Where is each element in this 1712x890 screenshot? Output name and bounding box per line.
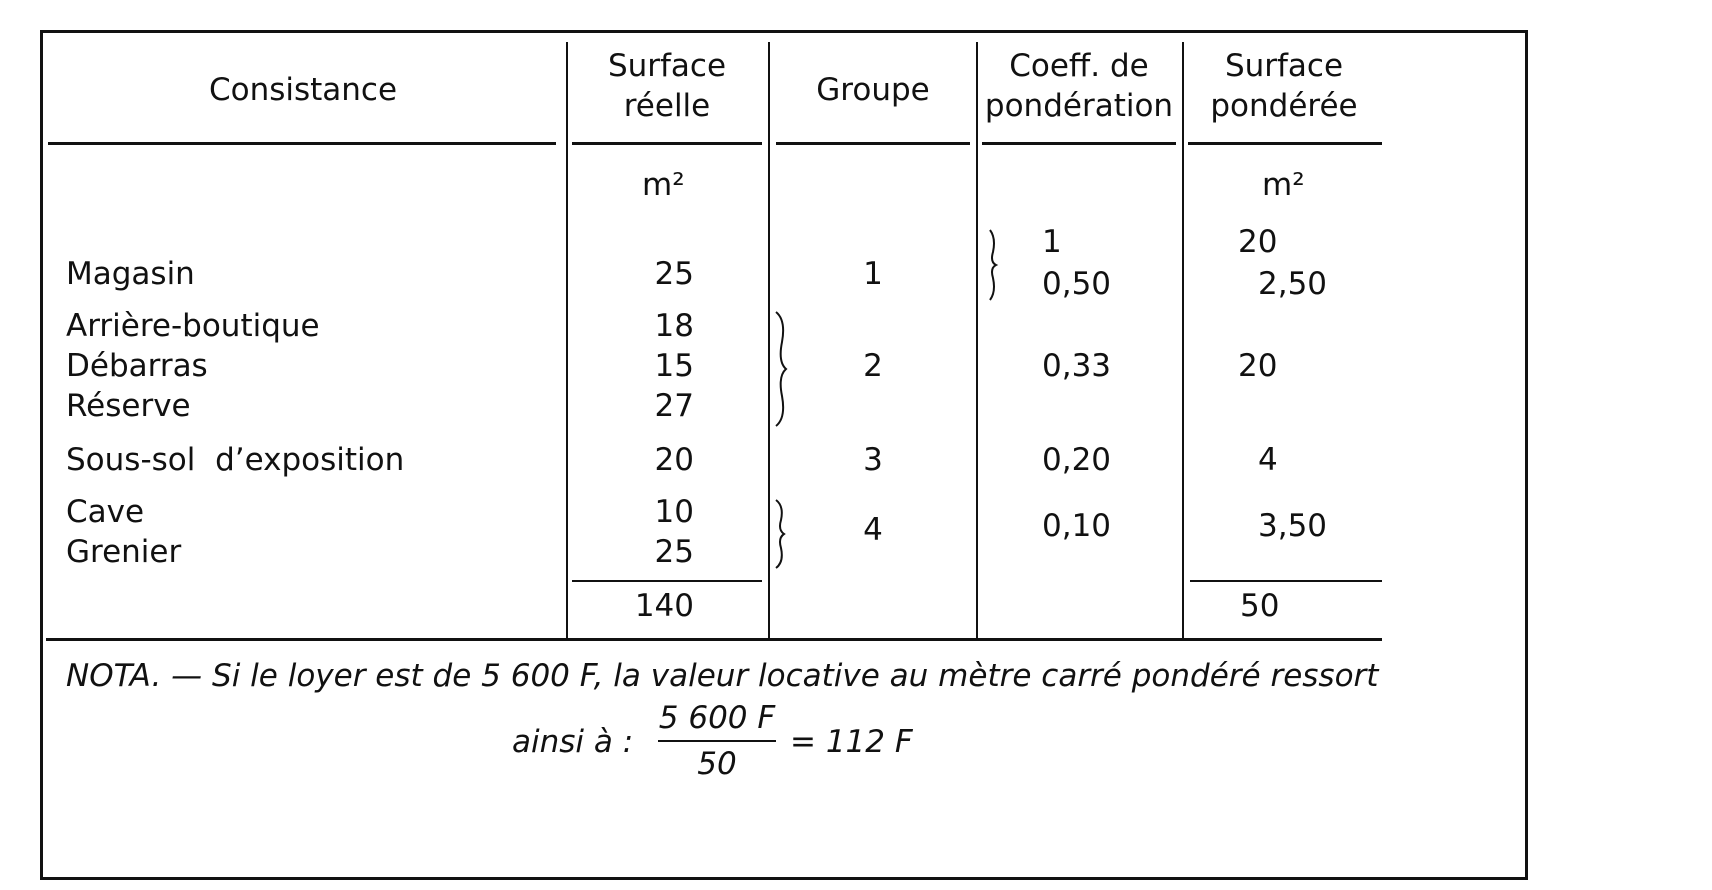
groupe-value: 1 bbox=[863, 256, 883, 292]
header-rule bbox=[1188, 142, 1382, 145]
surface-ponderee-value: 20 bbox=[1238, 348, 1278, 384]
brace-group-2 bbox=[772, 310, 794, 428]
groupe-value: 2 bbox=[863, 348, 883, 384]
row-label: Magasin bbox=[66, 256, 195, 292]
header-rule bbox=[982, 142, 1176, 145]
total-surface-ponderee: 50 bbox=[1240, 588, 1280, 624]
total-surface-reelle: 140 bbox=[634, 588, 694, 624]
nota-result: = 112 F bbox=[790, 724, 913, 760]
total-rule bbox=[572, 580, 762, 582]
row-label: Réserve bbox=[66, 388, 191, 424]
header-surface-ponderee: Surface pondérée bbox=[1210, 48, 1358, 124]
unit-surface-reelle: m² bbox=[642, 167, 685, 203]
column-separator bbox=[976, 42, 978, 638]
header-rule bbox=[48, 142, 556, 145]
surface-ponderee-value: 4 bbox=[1258, 442, 1278, 478]
surface-reelle-value: 10 bbox=[654, 494, 694, 530]
coeff-value: 0,50 bbox=[1042, 266, 1112, 302]
nota-line-1: NOTA. — Si le loyer est de 5 600 F, la valeur locative au mètre carré pondéré ressort bbox=[66, 658, 1379, 694]
total-rule bbox=[1190, 580, 1382, 582]
surface-reelle-value: 18 bbox=[654, 308, 694, 344]
coeff-value: 0,33 bbox=[1042, 348, 1112, 384]
nota-separator bbox=[46, 638, 1382, 641]
surface-ponderee-value: 3,50 bbox=[1258, 508, 1328, 544]
surface-reelle-value: 27 bbox=[654, 388, 694, 424]
coeff-value: 0,10 bbox=[1042, 508, 1112, 544]
column-separator bbox=[1182, 42, 1184, 638]
row-label: Cave bbox=[66, 494, 145, 530]
row-label: Débarras bbox=[66, 348, 208, 384]
surface-ponderee-value: 2,50 bbox=[1258, 266, 1328, 302]
surface-ponderee-value: 20 bbox=[1238, 224, 1278, 260]
surface-reelle-value: 25 bbox=[654, 256, 694, 292]
surface-reelle-value: 25 bbox=[654, 534, 694, 570]
fraction-numerator: 5 600 F bbox=[658, 700, 776, 736]
row-label: Grenier bbox=[66, 534, 182, 570]
header-consistance: Consistance bbox=[208, 72, 398, 108]
surface-reelle-value: 15 bbox=[654, 348, 694, 384]
groupe-value: 4 bbox=[863, 512, 883, 548]
coeff-value: 1 bbox=[1042, 224, 1062, 260]
row-label: Arrière-boutique bbox=[66, 308, 320, 344]
coeff-value: 0,20 bbox=[1042, 442, 1112, 478]
header-rule bbox=[776, 142, 970, 145]
header-rule bbox=[572, 142, 762, 145]
column-separator bbox=[566, 42, 568, 638]
nota-prefix: ainsi à : bbox=[512, 724, 634, 760]
brace-group-4 bbox=[772, 498, 790, 570]
surface-reelle-value: 20 bbox=[654, 442, 694, 478]
header-groupe: Groupe bbox=[816, 72, 930, 108]
unit-surface-ponderee: m² bbox=[1262, 167, 1305, 203]
groupe-value: 3 bbox=[863, 442, 883, 478]
brace-coeff-magasin bbox=[984, 228, 1002, 302]
header-coeff-ponderation: Coeff. de pondération bbox=[984, 48, 1174, 124]
fraction-bar bbox=[658, 740, 776, 742]
row-label: Sous-sol d’exposition bbox=[66, 442, 405, 478]
fraction-denominator: 50 bbox=[697, 746, 737, 782]
header-surface-reelle: Surface réelle bbox=[607, 48, 727, 124]
